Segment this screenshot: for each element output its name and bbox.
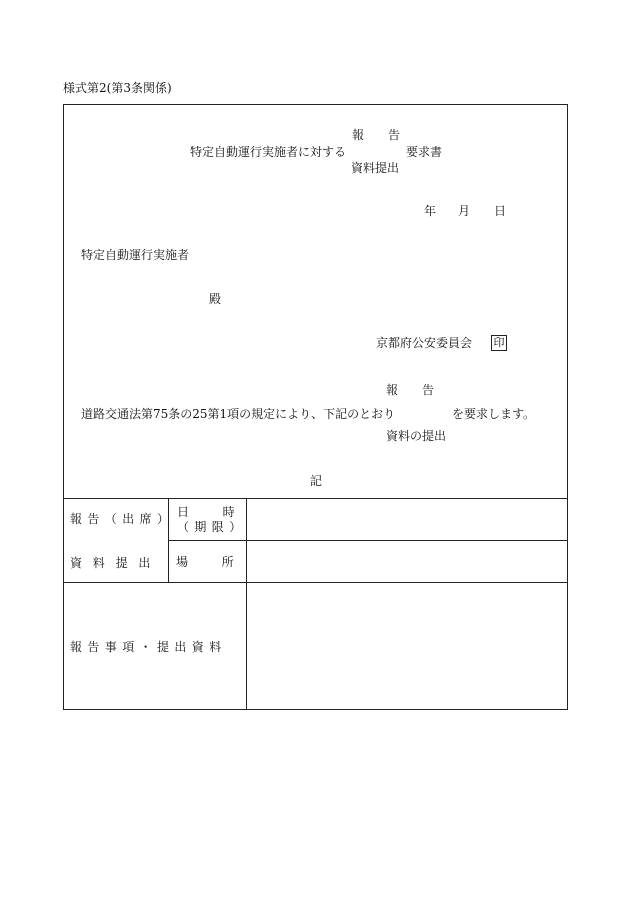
datetime-label: 日 時 [177,505,246,519]
body-option-report: 報 告 [386,383,435,397]
honorific: 殿 [209,292,222,306]
table-mid-line [168,540,568,541]
body-main: 道路交通法第75条の25第1項の規定により、下記のとおり [81,407,396,421]
title-option-submit: 資料提出 [351,161,400,175]
body-suffix: を要求します。 [452,407,536,421]
datetime-sublabel: （期限） [177,520,247,534]
date-year: 年 [424,204,437,218]
seal-stamp: 印 [491,335,507,351]
table-top-line [63,498,568,499]
title-option-report: 報 告 [352,128,401,142]
ki-heading: 記 [310,474,323,488]
place-label: 場 所 [176,555,245,569]
body-option-submit: 資料の提出 [386,429,447,443]
recipient: 特定自動運行実施者 [81,248,190,262]
table-col-line-1 [168,498,169,582]
title-suffix: 要求書 [406,145,443,159]
issuer: 京都府公安委員会 [376,336,473,350]
items-label: 報告事項・提出資料 [70,640,227,654]
title-left: 特定自動運行実施者に対する [190,145,347,159]
table-row-line [63,582,568,583]
row-label-report: 報告（出席） [70,512,175,526]
row-label-submit: 資料提出 [70,556,162,570]
date-day: 日 [494,204,507,218]
date-month: 月 [458,204,471,218]
form-label: 様式第2(第3条関係) [63,81,172,95]
